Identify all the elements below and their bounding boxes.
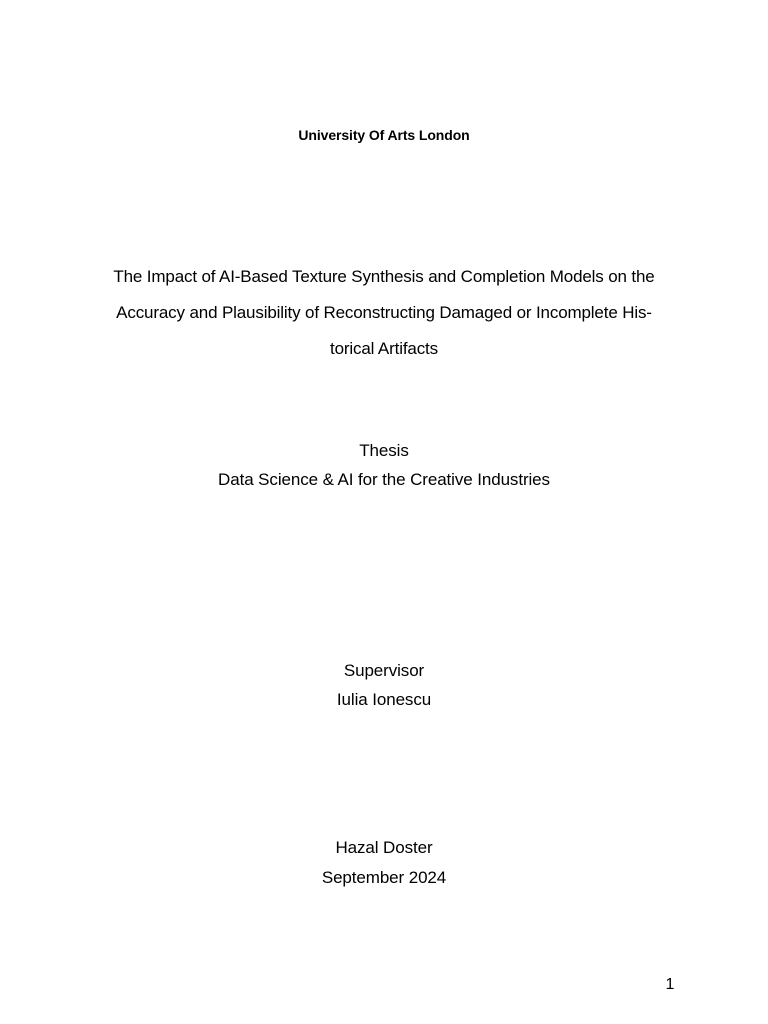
submission-date: September 2024 — [321, 868, 447, 887]
document-type: Thesis — [359, 441, 409, 460]
title-line: Accuracy and Plausibility of Reconstructing Damaged or Incomplete His- — [116, 303, 652, 322]
page-number: 1 — [665, 976, 675, 993]
author-name: Hazal Doster — [335, 838, 433, 857]
title-line: torical Artifacts — [330, 339, 438, 358]
supervisor-label: Supervisor — [343, 661, 425, 680]
program-name: Data Science & AI for the Creative Industries — [218, 470, 550, 489]
title-line: The Impact of AI-Based Texture Synthesis and Completion Models on the — [113, 267, 655, 286]
institution-name: University Of Arts London — [298, 127, 470, 143]
supervisor-name: Iulia Ionescu — [336, 690, 432, 709]
